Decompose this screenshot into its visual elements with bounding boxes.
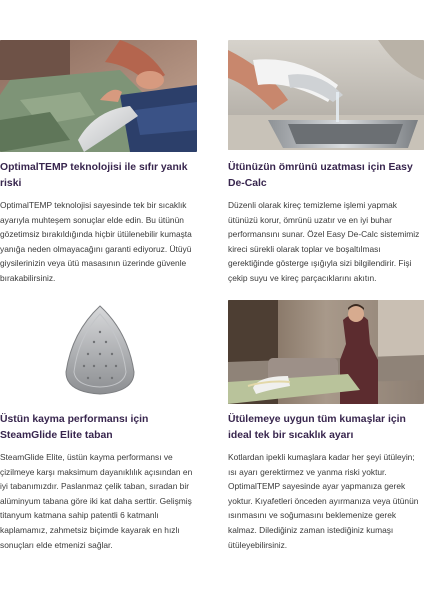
section-3-title: Üstün kayma performansı için SteamGlide Elite taban: [0, 414, 149, 441]
photo-ironing-clothes: [0, 40, 197, 152]
section-1-title: OptimalTEMP teknolojisi ile sıfır yanık riski: [0, 162, 188, 189]
section-3-body: SteamGlide Elite, üstün kayma performansı ve çizilmeye karşı maksimum dayanıklılık açısından en iyi tabanımızdır. Paslanmaz çelik taban, sıradan bir alüminyum tabana göre iki kat daha serttir. Gelişmiş titanyum katmana sahip patentli 6 katmanlı kaplamamız, zahmetsiz biçimde kayarak en hızlı sonuçları elde etmenizi sağlar.: [0, 452, 193, 550]
soleplate-icon: [30, 302, 170, 397]
section-2-body: Düzenli olarak kireç temizleme işlemi yapmak ütünüzü korur, ömrünü uzatır ve en iyi buhar performansını sunar. Özel Easy De-Calc sistemimiz kireci sürekli olarak toplar ve boşaltılması gerektiğinde gösterge ışığıyla sizi bilgilendirir. Fişi çekip suyu ve kireç parçacıklarını akıtın.: [228, 200, 420, 283]
section-1-body: OptimalTEMP teknolojisi sayesinde tek bir sıcaklık ayarıyla muhteşem sonuçlar elde edin. Bu ütünün gözetimsiz bırakıldığında hiçbir ütülenebilir kumaşta yanığa neden olmayacağını garanti ediyoruz. Ütüyü giysilerinizin veya ütü masasının üzerinde güvenle bırakabilirsiniz.: [0, 200, 192, 283]
photo-soleplate: [30, 302, 170, 397]
photo-decalc-sink-art: [228, 40, 424, 150]
section-4-body: Kotlardan ipekli kumaşlara kadar her şeyi ütüleyin; ısı ayarı gerektirmez ve yanma riski yoktur. OptimalTEMP sayesinde ayar yapmanıza gerek yoktur. Kıyafetleri önceden ayırmanıza veya ütünün ısınmasını ve soğumasını beklemenize gerek kalmaz. Dilediğiniz zaman istediğiniz kumaşı ütüleyebilirsiniz.: [228, 452, 419, 550]
photo-decalc-sink: [228, 40, 424, 150]
photo-living-room-ironing-art: [228, 300, 424, 404]
photo-ironing-clothes-art: [0, 40, 197, 152]
photo-living-room-ironing: [228, 300, 424, 404]
section-2-title: Ütünüzün ömrünü uzatması için Easy De-Calc: [228, 162, 413, 189]
section-4-title: Ütülemeye uygun tüm kumaşlar için ideal tek bir sıcaklık ayarı: [228, 414, 406, 441]
